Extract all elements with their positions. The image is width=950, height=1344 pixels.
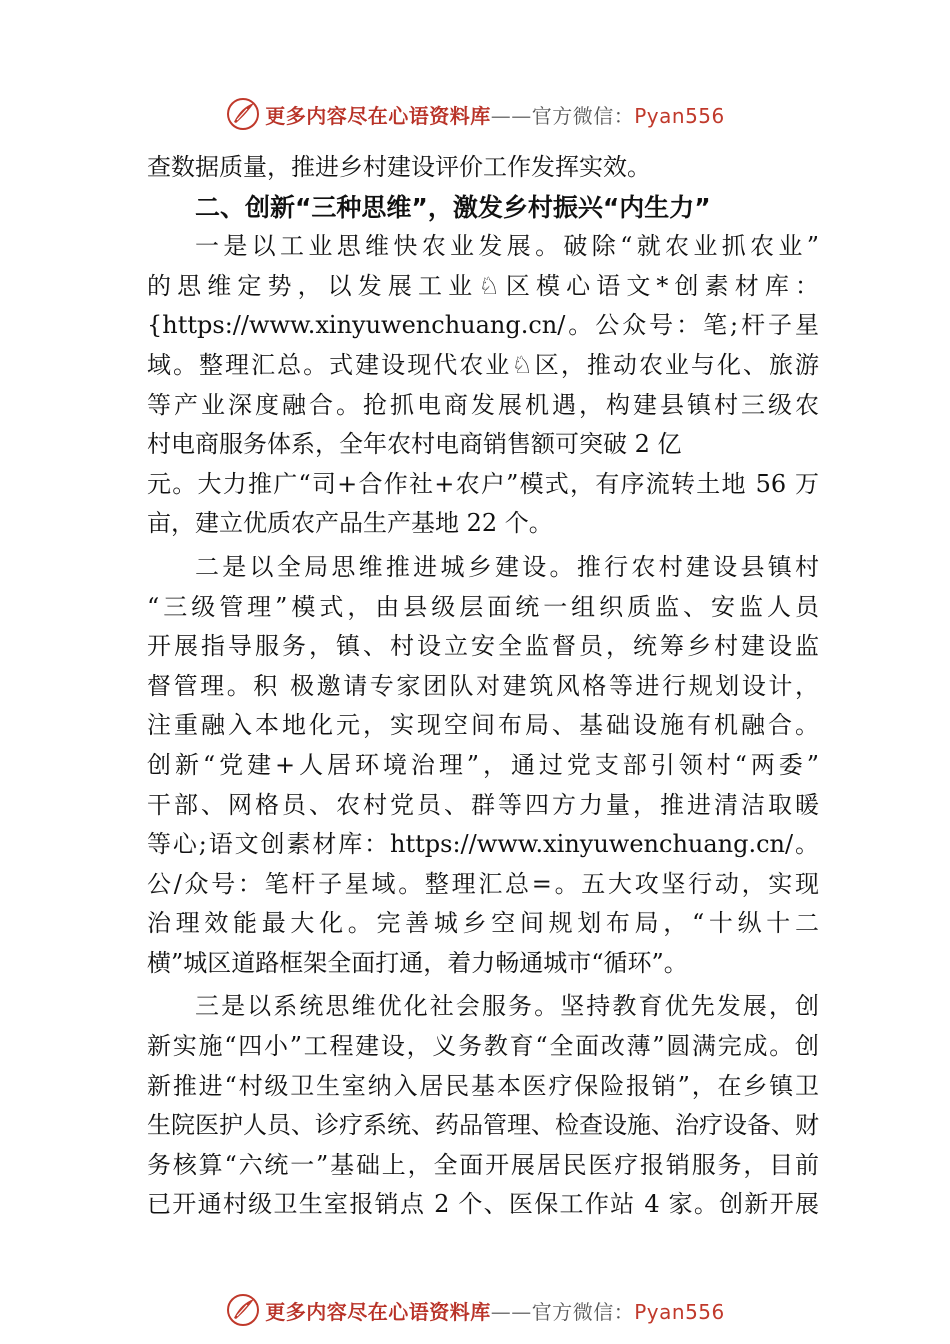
footer-dash: —— bbox=[490, 1299, 532, 1324]
document-body bbox=[147, 148, 819, 1225]
paragraph-line: 生院医护人员、诊疗系统、药品管理、检查设施、治疗设备、财 bbox=[147, 1111, 819, 1140]
quill-logo-icon bbox=[225, 1292, 261, 1328]
header-banner-text bbox=[265, 100, 725, 129]
paragraph-line: 督管理。积 极邀请专家团队对建筑风格等进行规划设计， bbox=[147, 671, 819, 700]
paragraph-line: 治理效能最大化。完善城乡空间规划布局，“十纵十二 bbox=[147, 909, 819, 938]
paragraph-line: 开展指导服务，镇、村设立安全监督员，统筹乡村建设监 bbox=[147, 632, 819, 661]
paragraph-line: 的思维定势，以发展工业♘区模心语文*创素材库： bbox=[147, 271, 819, 300]
paragraph-line: 务核算“六统一”基础上，全面开展居民医疗报销服务，目前 bbox=[147, 1150, 819, 1179]
paragraph-line: 公/众号：笔杆子星域。整理汇总=。五大攻坚行动，实现 bbox=[147, 869, 819, 898]
footer-wechat-label: 官方微信： bbox=[531, 1299, 635, 1324]
paragraph-line: “三级管理”模式，由县级层面统一组织质监、安监人员 bbox=[147, 592, 819, 621]
paragraph-line: 亩，建立优质农产品生产基地 22 个。 bbox=[147, 509, 553, 538]
paragraph-line: 注重融入本地化元，实现空间布局、基础设施有机融合。 bbox=[147, 711, 819, 740]
paragraph-line: 二是以全局思维推进城乡建设。推行农村建设县镇村 bbox=[195, 552, 819, 581]
footer-brand: 更多内容尽在心语资料库 bbox=[265, 1299, 491, 1324]
paragraph-line: 一是以工业思维快农业发展。破除“就农业抓农业” bbox=[195, 232, 819, 261]
footer-watermark-banner bbox=[0, 1288, 950, 1332]
paragraph-line: 等产业深度融合。抢抓电商发展机遇，构建县镇村三级农 bbox=[147, 390, 819, 419]
paragraph-line: 等心;语文创素材库：https://www.xinyuwenchuang.cn/。 bbox=[147, 830, 819, 859]
paragraph-line: 创新“党建+人居环境治理”，通过党支部引领村“两委” bbox=[147, 750, 819, 779]
header-brand: 更多内容尽在心语资料库 bbox=[265, 103, 491, 128]
paragraph-line: 已开通村级卫生室报销点 2 个、医保工作站 4 家。创新开展 bbox=[147, 1190, 819, 1219]
header-wechat-label: 官方微信： bbox=[531, 103, 635, 128]
paragraph-line: 元。大力推广“司+合作社+农户”模式，有序流转土地 56 万 bbox=[147, 469, 819, 498]
paragraph-line: 域。整理汇总。式建设现代农业♘区，推动农业与化、旅游 bbox=[147, 350, 819, 379]
quill-logo-icon bbox=[225, 96, 261, 132]
header-banner-inner bbox=[225, 96, 725, 132]
paragraph-line: 新实施“四小”工程建设，义务教育“全面改薄”圆满完成。创 bbox=[147, 1032, 819, 1061]
paragraph-line: 查数据质量，推进乡村建设评价工作发挥实效。 bbox=[147, 153, 651, 181]
footer-wechat-id: Pyan556 bbox=[634, 1299, 725, 1324]
header-dash: —— bbox=[490, 103, 532, 128]
header-watermark-banner bbox=[0, 92, 950, 136]
header-wechat-id: Pyan556 bbox=[634, 103, 725, 128]
paragraph-line: 三是以系统思维优化社会服务。坚持教育优先发展，创 bbox=[195, 992, 819, 1021]
section-heading: 二、创新“三种思维”，激发乡村振兴“内生力” bbox=[195, 192, 711, 222]
paragraph-line: 干部、网格员、农村党员、群等四方力量，推进清洁取暖 bbox=[147, 790, 819, 819]
paragraph-line: 横”城区道路框架全面打通，着力畅通城市“循环”。 bbox=[147, 948, 688, 977]
footer-banner-inner bbox=[225, 1292, 725, 1328]
paragraph-line: 村电商服务体系，全年农村电商销售额可突破 2 亿 bbox=[147, 430, 682, 459]
footer-banner-text bbox=[265, 1296, 725, 1325]
paragraph-line: {https://www.xinyuwenchuang.cn/。公众号：笔;杆子星 bbox=[147, 311, 819, 340]
paragraph-line: 新推进“村级卫生室纳入居民基本医疗保险报销”，在乡镇卫 bbox=[147, 1071, 819, 1100]
